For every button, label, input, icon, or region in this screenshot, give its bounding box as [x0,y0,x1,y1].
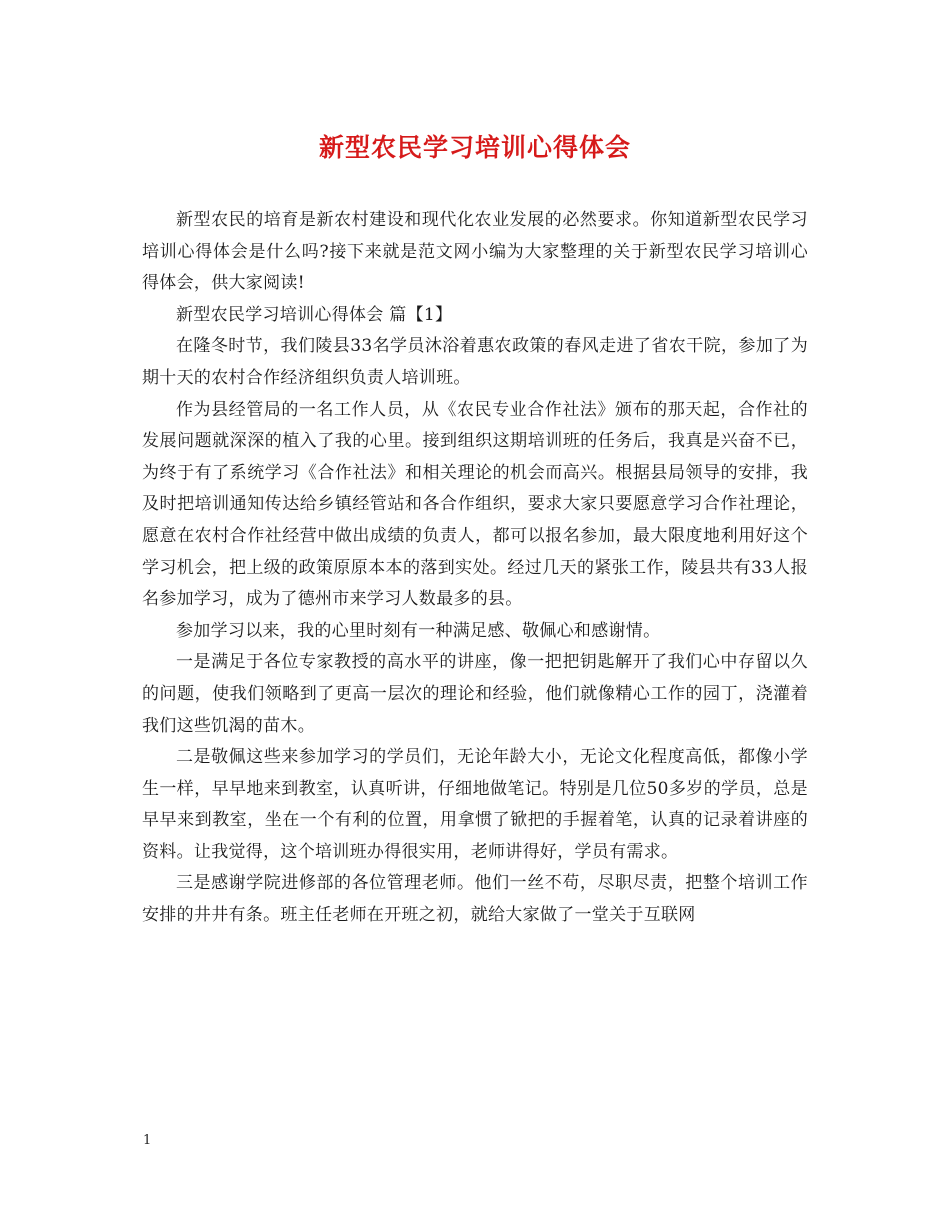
paragraph-4: 一是满足于各位专家教授的高水平的讲座，像一把把钥匙解开了我们心中存留以久的问题，使我们领略到了更高一层次的理论和经验，他们就像精心工作的园丁，浇灌着我们这些饥渴的苗木。 [142,652,808,736]
page-number: 1 [143,1133,152,1148]
paragraph-1: 在隆冬时节，我们陵县33名学员沐浴着惠农政策的春风走进了省农干院，参加了为期十天的农村合作经济组织负责人培训班。 [142,336,808,388]
document-title: 新型农民学习培训心得体会 [318,133,631,162]
paragraph-5: 二是敬佩这些来参加学习的学员们，无论年龄大小，无论文化程度高低，都像小学生一样，早早地来到教室，认真听讲，仔细地做笔记。特别是几位50多岁的学员，总是早早来到教室，坐在一个有利的位置，用拿惯了锨把的手握着笔，认真的记录着讲座的资料。让我觉得，这个培训班办得很实用，老师讲得好，学员有需求。 [142,747,808,862]
paragraph-6: 三是感谢学院进修部的各位管理老师。他们一丝不苟，尽职尽责，把整个培训工作安排的井井有条。班主任老师在开班之初，就给大家做了一堂关于互联网 [142,873,808,926]
paragraph-intro: 新型农民的培育是新农村建设和现代化农业发展的必然要求。你知道新型农民学习培训心得体会是什么吗?接下来就是范文网小编为大家整理的关于新型农民学习培训心得体会，供大家阅读! [142,210,808,294]
paragraph-section-heading: 新型农民学习培训心得体会 篇【1】 [176,304,453,325]
document-body [142,205,808,932]
paragraph-3: 参加学习以来，我的心里时刻有一种满足感、敬佩心和感谢情。 [176,620,661,641]
paragraph-2: 作为县经管局的一名工作人员，从《农民专业合作社法》颁布的那天起，合作社的发展问题就深深的植入了我的心里。接到组织这期培训班的任务后，我真是兴奋不已，为终于有了系统学习《合作社法》和相关理论的机会而高兴。根据县局领导的安排，我及时把培训通知传达给乡镇经管站和各合作组织，要求大家只要愿意学习合作社理论，愿意在农村合作社经营中做出成绩的负责人，都可以报名参加，最大限度地利用好这个学习机会，把上级的政策原原本本的落到实处。经过几天的紧张工作，陵县共有33人报名参加学习，成为了德州市来学习人数最多的县。 [142,399,808,610]
